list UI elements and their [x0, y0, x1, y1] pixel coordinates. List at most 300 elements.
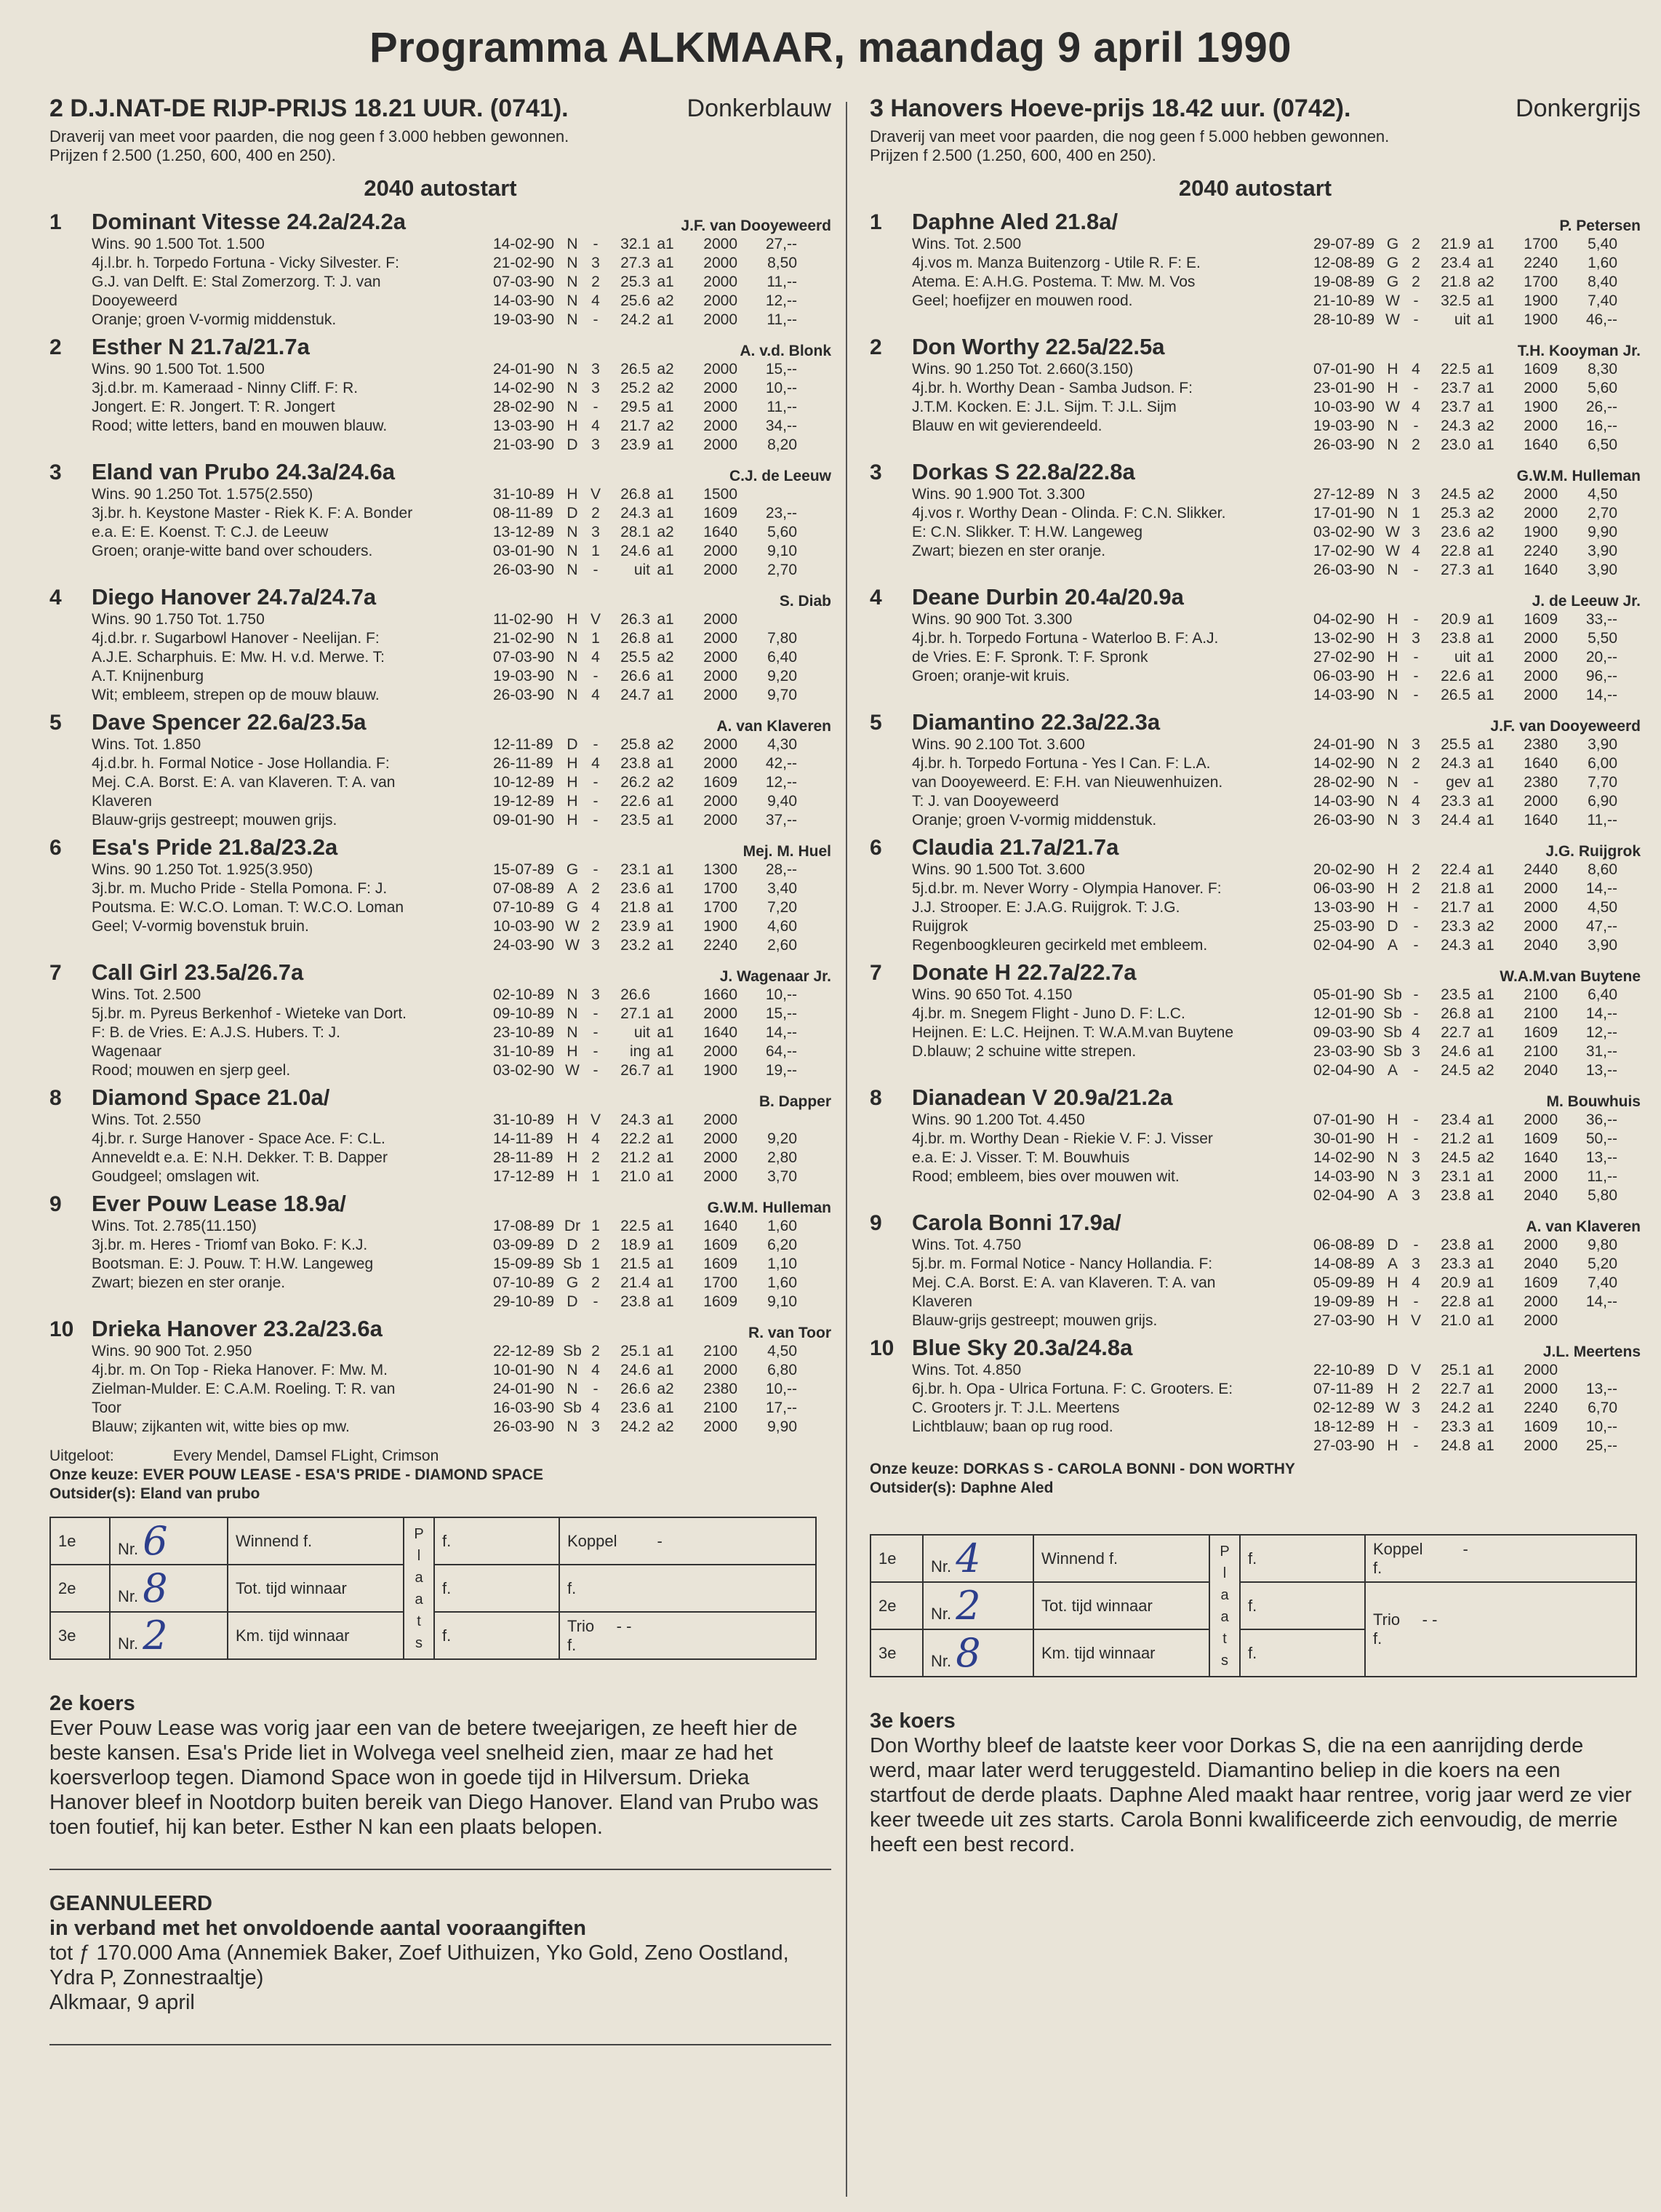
start: a2: [1477, 418, 1494, 434]
horse-info: 4j.br. r. Surge Hanover - Space Ace. F: C.L.: [92, 1130, 385, 1147]
horse-name: Drieka Hanover 23.2a/23.6a: [92, 1316, 383, 1341]
horse-driver: A. van Klaveren: [1526, 1218, 1641, 1235]
track: D: [567, 1237, 578, 1253]
horse-info: 4j.vos m. Manza Buitenzorg - Utile R. F: E.: [912, 255, 1201, 271]
horse-title: [870, 959, 1641, 986]
distance: 1900: [1524, 524, 1558, 540]
horse-details: [92, 1342, 831, 1437]
horse-info: Toor: [92, 1400, 121, 1416]
time: 24.5: [1441, 486, 1470, 503]
trio-label: Trio: [1373, 1610, 1401, 1629]
horse-info: Wins. 90 1.200 Tot. 4.450: [912, 1111, 1085, 1128]
prize: 14,--: [1585, 880, 1617, 897]
distance: 2380: [1524, 736, 1558, 753]
distance: 2000: [1524, 918, 1558, 935]
placing: -: [593, 736, 599, 753]
horse-detail-line: [92, 398, 831, 417]
horse-info: Wins. Tot. 2.550: [92, 1111, 201, 1128]
placing: 1: [591, 630, 600, 647]
start: a1: [1477, 1043, 1494, 1060]
prize: 15,--: [765, 1005, 797, 1022]
distance: 2000: [1524, 486, 1558, 503]
time: 18.9: [620, 1237, 650, 1253]
form-nr-label: Nr.: [118, 1540, 139, 1558]
horse-driver: J.L. Meertens: [1542, 1343, 1641, 1360]
placing: -: [593, 399, 599, 415]
handwritten-number: 2: [956, 1583, 981, 1629]
time: 21.4: [620, 1274, 650, 1291]
form-number-cell[interactable]: [110, 1612, 228, 1659]
start: a2: [1477, 273, 1494, 290]
prize: 2,70: [1588, 505, 1617, 522]
horse-driver: Mej. M. Huel: [743, 843, 831, 860]
horse-detail-line: [912, 504, 1641, 523]
placing: -: [1413, 899, 1419, 916]
start: a1: [1477, 399, 1494, 415]
horse-info: [912, 1061, 1313, 1080]
prize: 1,60: [767, 1274, 797, 1291]
horse-info: [912, 561, 1313, 580]
horse-detail-line: [912, 379, 1641, 398]
track: N: [1387, 1168, 1398, 1185]
prize: 12,--: [1585, 1024, 1617, 1041]
time: 25.1: [620, 1343, 650, 1359]
horse-detail-line: [912, 1111, 1641, 1130]
prize: 10,--: [765, 1381, 797, 1397]
horse-number: 2: [49, 335, 62, 359]
start: a1: [1477, 1362, 1494, 1378]
horse-name: Blue Sky 20.3a/24.8a: [912, 1335, 1133, 1360]
horse-detail-line: [92, 861, 831, 879]
race-date: 10-01-90: [493, 1362, 555, 1378]
horse-info: Oranje; groen V-vormig middenstuk.: [92, 311, 337, 328]
prize: 12,--: [765, 774, 797, 791]
horse-info: [92, 936, 493, 955]
race-2-distance: 2040 autostart: [364, 175, 517, 201]
prize: 96,--: [1585, 668, 1617, 684]
time: 26.8: [620, 630, 650, 647]
race-date: 28-11-89: [493, 1149, 553, 1166]
placing: V: [590, 1111, 601, 1128]
prize: 1,60: [1588, 255, 1617, 271]
prize: 1,60: [767, 1218, 797, 1234]
track: N: [567, 399, 578, 415]
track: N: [567, 668, 578, 684]
race-date: 02-10-89: [493, 986, 555, 1003]
start: a1: [1477, 1237, 1494, 1253]
distance: 1640: [703, 524, 737, 540]
distance: 1640: [1524, 812, 1558, 828]
horse-driver: J.G. Ruijgrok: [1545, 843, 1641, 860]
placing: -: [593, 1381, 599, 1397]
form-number-cell[interactable]: [110, 1517, 228, 1565]
race-3-keuze: [870, 1460, 1641, 1479]
form-number-cell[interactable]: [923, 1582, 1033, 1629]
horse-details: [92, 485, 831, 580]
race-date: 14-02-90: [493, 380, 555, 396]
time: 23.5: [1441, 986, 1470, 1003]
placing: 3: [591, 361, 600, 378]
form-f: f.: [559, 1565, 816, 1612]
horse-detail-line: [912, 1274, 1641, 1293]
start: a1: [657, 1062, 674, 1079]
race-date: 31-10-89: [493, 1043, 555, 1060]
placing: -: [1413, 311, 1419, 328]
track: N: [567, 543, 578, 559]
horse-entry: [870, 459, 1641, 580]
start: a1: [657, 1255, 674, 1272]
race-date: 10-03-90: [1313, 399, 1375, 415]
horse-detail-line: [912, 667, 1641, 686]
track: H: [567, 1168, 578, 1185]
race-date: 12-08-89: [1313, 255, 1375, 271]
horse-info: 3j.br. m. Mucho Pride - Stella Pomona. F: J.: [92, 880, 388, 897]
race-date: 16-03-90: [493, 1400, 555, 1416]
distance: 2000: [703, 273, 737, 290]
start: a1: [657, 1343, 674, 1359]
distance: 2000: [703, 1130, 737, 1147]
race-date: 14-03-90: [1313, 687, 1375, 703]
distance: 2040: [1524, 937, 1558, 954]
horse-name: Claudia 21.7a/21.7a: [912, 834, 1119, 860]
horse-entry: [49, 1316, 831, 1437]
time: 23.2: [620, 937, 650, 954]
distance: 1609: [1524, 361, 1558, 378]
horse-number: 7: [49, 961, 62, 985]
form-f: f.: [434, 1517, 559, 1565]
prize: 12,--: [765, 292, 797, 309]
horse-detail-line: [92, 986, 831, 1005]
time: 21.7: [620, 418, 650, 434]
track: N: [567, 1005, 578, 1022]
distance: 2000: [703, 1362, 737, 1378]
race-date: 07-03-90: [493, 649, 555, 666]
horse-name: Dianadean V 20.9a/21.2a: [912, 1085, 1173, 1110]
placing: -: [1413, 649, 1419, 666]
distance: 2000: [703, 630, 737, 647]
prize: 11,--: [767, 311, 797, 328]
distance: 2000: [1524, 1437, 1558, 1454]
track: Sb: [563, 1255, 582, 1272]
race-date: 21-10-89: [1313, 292, 1375, 309]
race-2-result-form: [49, 1517, 817, 1660]
horse-number: 8: [49, 1086, 62, 1110]
start: a1: [1477, 562, 1494, 578]
placing: 2: [1412, 880, 1420, 897]
horse-detail-line: [912, 311, 1641, 330]
prize: 36,--: [1585, 1111, 1617, 1128]
horse-title: [49, 834, 831, 861]
start: a2: [1477, 1062, 1494, 1079]
start: a1: [1477, 1024, 1494, 1041]
race-3-horse-list: [870, 209, 1641, 1456]
race-date: 31-10-89: [493, 486, 555, 503]
placing: 2: [1412, 755, 1420, 772]
horse-title: [870, 459, 1641, 485]
form-nr-label: Nr.: [931, 1605, 952, 1623]
race-date: 23-03-90: [1313, 1043, 1375, 1060]
horse-detail-line: [912, 898, 1641, 917]
distance: 1700: [1524, 273, 1558, 290]
time: 23.3: [1441, 1255, 1470, 1272]
placing: 2: [591, 1274, 600, 1291]
horse-detail-line: [912, 485, 1641, 504]
horse-info: 3j.br. m. Heres - Triomf van Boko. F: K.J.: [92, 1237, 368, 1253]
prize: 10,--: [1585, 1418, 1617, 1435]
placing: -: [1413, 668, 1419, 684]
form-tot-tijd: Tot. tijd winnaar: [228, 1565, 404, 1612]
placing: -: [593, 668, 599, 684]
horse-entry: [49, 709, 831, 830]
track: Dr: [564, 1218, 581, 1234]
race-2-commentary-title: 2e koers: [49, 1692, 135, 1715]
distance: 2000: [1524, 380, 1558, 396]
horse-info: [92, 1293, 493, 1311]
prize: 7,20: [767, 899, 797, 916]
start: a1: [657, 755, 674, 772]
distance: 2000: [703, 380, 737, 396]
start: a1: [657, 1043, 674, 1060]
time: 23.4: [1441, 255, 1470, 271]
prize: 6,80: [767, 1362, 797, 1378]
start: a1: [1477, 880, 1494, 897]
race-date: 28-02-90: [1313, 774, 1375, 791]
race-date: 26-11-89: [493, 755, 553, 772]
prize: 11,--: [1587, 1168, 1617, 1185]
horse-info: e.a. E: E. Koenst. T: C.J. de Leeuw: [92, 524, 329, 540]
horse-info: Zwart; biezen en ster oranje.: [92, 1274, 286, 1291]
race-2-horse-list: [49, 209, 831, 1437]
race-date: 14-03-90: [1313, 1168, 1375, 1185]
prize: 4,50: [1588, 899, 1617, 916]
start: a2: [657, 649, 674, 666]
prize: 14,--: [765, 1024, 797, 1041]
start: a2: [657, 380, 674, 396]
prize: 6,70: [1588, 1400, 1617, 1416]
distance: 2000: [1524, 649, 1558, 666]
horse-title: [49, 584, 831, 610]
track: H: [567, 611, 578, 628]
track: N: [567, 986, 578, 1003]
horse-details: [912, 861, 1641, 955]
horse-number: 10: [49, 1317, 74, 1341]
horse-info: Wit; embleem, strepen op de mouw blauw.: [92, 687, 380, 703]
start: a1: [1477, 861, 1494, 878]
outsider-label: Outsider(s):: [870, 1480, 957, 1496]
horse-driver: A. v.d. Blonk: [740, 343, 831, 359]
cancel-title: GEANNULEERD: [49, 1892, 212, 1915]
prize: 6,40: [767, 649, 797, 666]
time: 24.5: [1441, 1149, 1470, 1166]
prize: 4,60: [767, 918, 797, 935]
start: a1: [657, 1149, 674, 1166]
distance: 2000: [1524, 1362, 1558, 1378]
placing: 3: [1412, 1168, 1420, 1185]
form-number-cell[interactable]: [110, 1565, 228, 1612]
race-2-desc-line: Prijzen f 2.500 (1.250, 600, 400 en 250).: [49, 146, 336, 164]
horse-details: [912, 986, 1641, 1080]
horse-number: 3: [870, 460, 882, 484]
start: a2: [657, 524, 674, 540]
form-plaats: P l a a t s: [404, 1517, 434, 1659]
placing: 3: [1412, 524, 1420, 540]
race-date: 07-08-89: [493, 880, 555, 897]
placing: -: [1413, 1437, 1419, 1454]
time: 23.8: [620, 1293, 650, 1310]
race-2-header: [49, 95, 831, 123]
cancel-place: Alkmaar, 9 april: [49, 1991, 195, 2014]
dash: -: [657, 1531, 663, 1550]
horse-info: D.blauw; 2 schuine witte strepen.: [912, 1043, 1137, 1060]
form-f: f.: [1240, 1535, 1365, 1582]
horse-name: Esa's Pride 21.8a/23.2a: [92, 834, 338, 860]
track: G: [1386, 273, 1399, 290]
placing: -: [593, 812, 599, 828]
distance: 1900: [1524, 311, 1558, 328]
horse-detail-line: [912, 917, 1641, 936]
time: 21.5: [620, 1255, 650, 1272]
horse-info: Zielman-Mulder. E: C.A.M. Roeling. T: R. van: [92, 1381, 396, 1397]
horse-title: [870, 1210, 1641, 1236]
form-plaats: P l a a t s: [1209, 1535, 1240, 1677]
prize: 23,--: [765, 505, 797, 522]
track: N: [567, 562, 578, 578]
race-date: 14-02-90: [1313, 1149, 1375, 1166]
race-date: 17-01-90: [1313, 505, 1375, 522]
horse-info: 3j.br. h. Keystone Master - Riek K. F: A. Bonder: [92, 505, 413, 522]
form-number-cell[interactable]: [923, 1629, 1033, 1677]
distance: 1609: [703, 1237, 737, 1253]
form-trio[interactable]: [1365, 1582, 1636, 1677]
distance: 1700: [703, 880, 737, 897]
horse-detail-line: [912, 773, 1641, 792]
start: a1: [1477, 774, 1494, 791]
time: 21.8: [1441, 273, 1470, 290]
distance: 2000: [703, 1418, 737, 1435]
horse-info: 5j.d.br. m. Never Worry - Olympia Hanover. F:: [912, 880, 1222, 897]
time: 24.6: [1441, 1043, 1470, 1060]
uitgeloot-label: Uitgeloot:: [49, 1448, 114, 1464]
track: A: [1387, 937, 1398, 954]
distance: 2000: [703, 736, 737, 753]
distance: 2000: [1524, 687, 1558, 703]
track: W: [1385, 399, 1400, 415]
form-koppel[interactable]: [1365, 1535, 1636, 1582]
horse-detail-line: [92, 311, 831, 330]
start: a1: [657, 1168, 674, 1185]
horse-detail-line: [92, 523, 831, 542]
start: a1: [657, 1111, 674, 1128]
form-trio[interactable]: [559, 1612, 816, 1659]
time: 23.4: [1441, 1111, 1470, 1128]
prize: 4,50: [1588, 486, 1617, 503]
distance: 2000: [703, 236, 737, 252]
prize: 9,20: [767, 668, 797, 684]
prize: 37,--: [765, 812, 797, 828]
placing: 3: [1412, 1149, 1420, 1166]
distance: 2000: [1524, 1111, 1558, 1128]
track: D: [1387, 918, 1398, 935]
distance: 1609: [703, 505, 737, 522]
time: 21.0: [620, 1168, 650, 1185]
horse-detail-line: [92, 936, 831, 955]
time: 27.1: [620, 1005, 650, 1022]
track: N: [1387, 418, 1398, 434]
horse-info: 4j.br. m. Snegem Flight - Juno D. F: L.C.: [912, 1005, 1185, 1022]
distance: 2000: [703, 793, 737, 810]
placing: 3: [591, 937, 600, 954]
time: 28.1: [620, 524, 650, 540]
time: 25.1: [1441, 1362, 1470, 1378]
track: N: [1387, 687, 1398, 703]
start: a2: [657, 1418, 674, 1435]
start: a2: [1477, 524, 1494, 540]
race-date: 02-04-90: [1313, 937, 1375, 954]
start: a1: [657, 1218, 674, 1234]
horse-info: Bootsman. E: J. Pouw. T: H.W. Langeweg: [92, 1255, 374, 1272]
time: 23.6: [1441, 524, 1470, 540]
horse-entry: [870, 1210, 1641, 1330]
time: 24.8: [1441, 1437, 1470, 1454]
track: N: [567, 292, 578, 309]
form-number-cell[interactable]: [923, 1535, 1033, 1582]
horse-title: [870, 584, 1641, 610]
race-date: 19-09-89: [1313, 1293, 1375, 1310]
track: H: [1387, 380, 1398, 396]
horse-detail-line: [92, 561, 831, 580]
horse-info: [912, 686, 1313, 705]
horse-detail-line: [92, 667, 831, 686]
horse-driver: W.A.M.van Buytene: [1500, 968, 1641, 985]
horse-detail-line: [912, 542, 1641, 561]
distance: 1640: [1524, 436, 1558, 453]
horse-info: Lichtblauw; baan op rug rood.: [912, 1418, 1113, 1435]
horse-detail-line: [912, 986, 1641, 1005]
placing: 2: [591, 1343, 600, 1359]
time: 24.2: [620, 311, 650, 328]
time: 23.7: [1441, 380, 1470, 396]
time: 24.2: [1441, 1400, 1470, 1416]
handwritten-number: 2: [143, 1613, 168, 1658]
race-date: 03-02-90: [1313, 524, 1375, 540]
form-koppel[interactable]: [559, 1517, 816, 1565]
race-date: 26-03-90: [493, 562, 555, 578]
horse-info: Wins. 90 1.250 Tot. 1.575(2.550): [92, 486, 313, 503]
horse-info: E: C.N. Slikker. T: H.W. Langeweg: [912, 524, 1143, 540]
prize: 4,50: [767, 1343, 797, 1359]
race-date: 02-12-89: [1313, 1400, 1375, 1416]
horse-detail-line: [92, 1042, 831, 1061]
horse-info: C. Grooters jr. T: J.L. Meertens: [912, 1400, 1120, 1416]
horse-info: Rood; embleem, bies over mouwen wit.: [912, 1168, 1180, 1185]
track: H: [567, 812, 578, 828]
horse-details: [92, 735, 831, 830]
prize: 34,--: [765, 418, 797, 434]
race-date: 19-03-90: [493, 668, 555, 684]
horse-entry: [870, 209, 1641, 330]
race-date: 04-02-90: [1313, 611, 1375, 628]
start: a1: [657, 505, 674, 522]
prize: 6,20: [767, 1237, 797, 1253]
distance: 2000: [1524, 630, 1558, 647]
placing: 3: [1412, 1400, 1420, 1416]
horse-detail-line: [92, 254, 831, 273]
horse-info: A.J.E. Scharphuis. E: Mw. H. v.d. Merwe. T:: [92, 649, 385, 666]
race-3-color: Donkergrijs: [1516, 95, 1641, 122]
placing: -: [593, 774, 599, 791]
prize: 2,80: [767, 1149, 797, 1166]
placing: V: [590, 611, 601, 628]
